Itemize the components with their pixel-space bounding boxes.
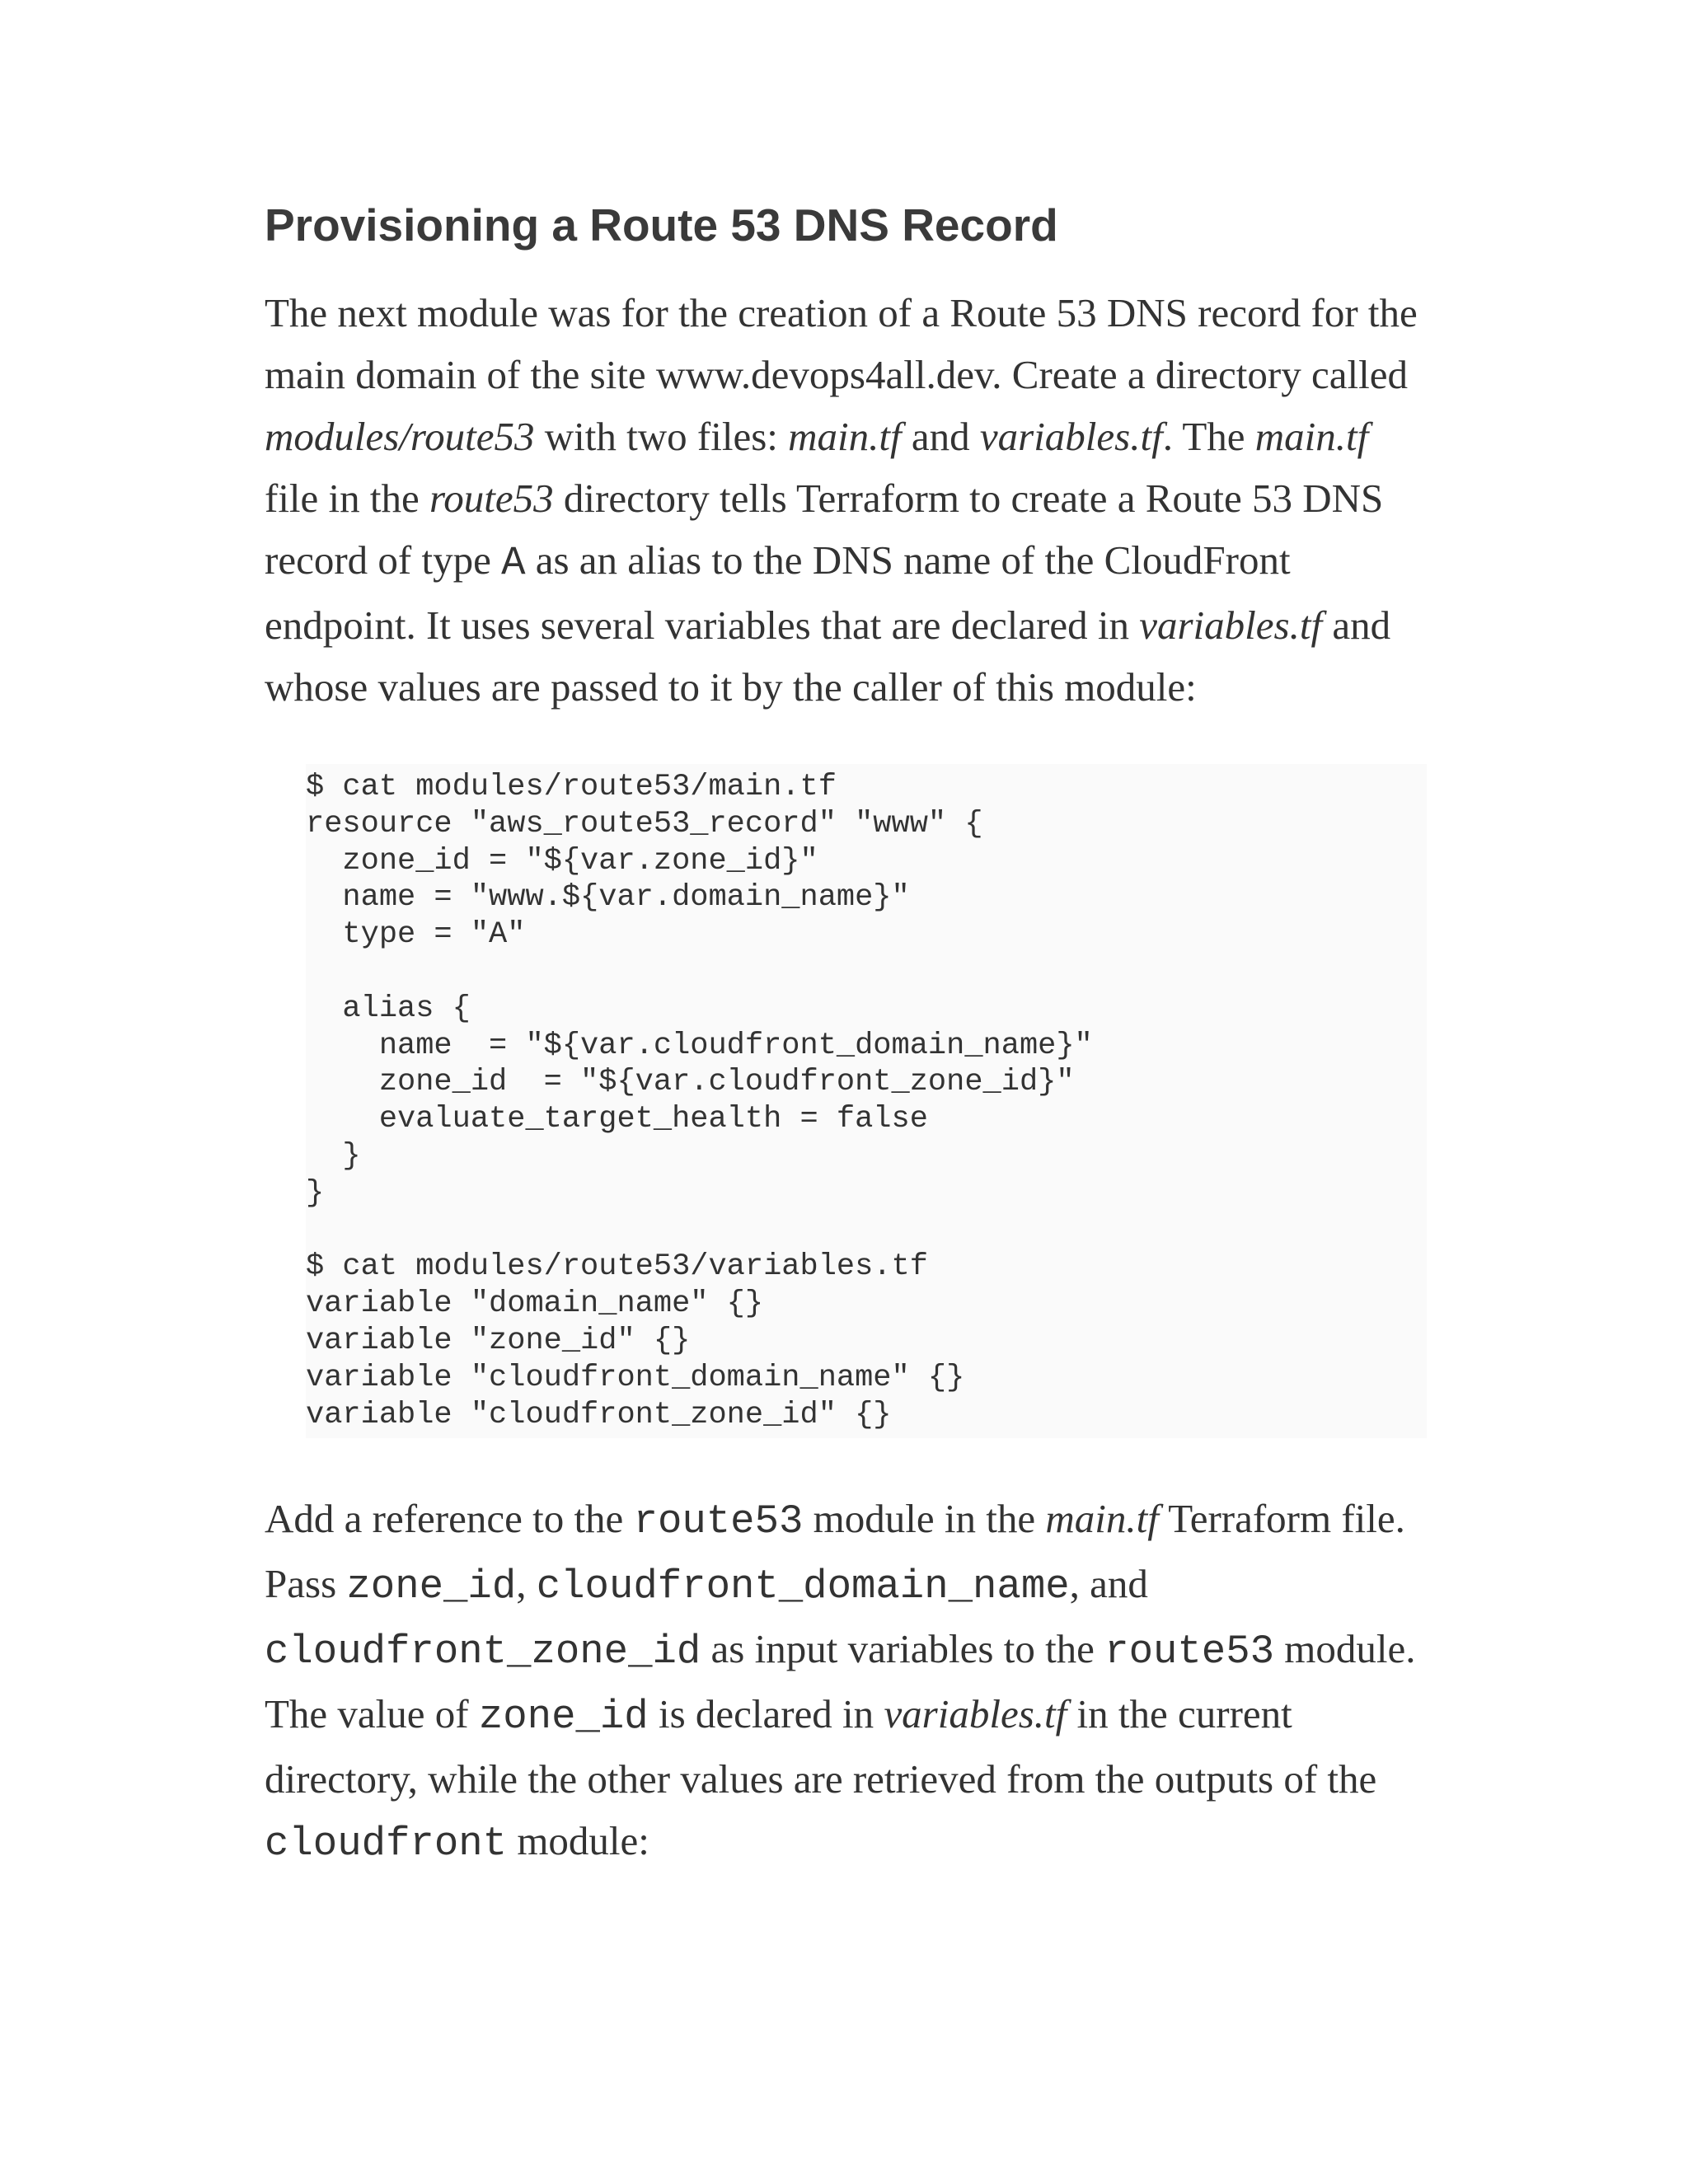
italic-filename: main.tf xyxy=(1045,1496,1159,1542)
italic-filename: main.tf xyxy=(1254,414,1369,459)
intro-paragraph xyxy=(265,282,1427,718)
followup-paragraph xyxy=(265,1488,1427,1875)
italic-filename: main.tf xyxy=(788,414,902,459)
italic-dirname: route53 xyxy=(429,476,554,521)
document-page xyxy=(265,198,1427,1875)
code-listing: $ cat modules/route53/main.tf resource "aws_route53_record" "www" { zone_id = "${var.zone_id}" name = "www.${var.domain_name}" type = "A" alias { name = "${var.cloudfront_domain_name}" zone_id = "${var.cloudfront_zone_id}" evaluate_target_health = false } } $ cat modules/route53/variables.tf variable "domain_name" {} variable "zone_id" {} variable "cloudfront_domain_name" {} variable "cloudfront_zone_id" {} xyxy=(306,770,1093,1432)
text-run: Terraform file. Pass xyxy=(265,1496,1405,1607)
inline-code: cloudfront_domain_name xyxy=(536,1563,1070,1610)
text-run: file in the xyxy=(265,476,430,521)
text-run: with two files: xyxy=(534,414,789,459)
italic-filename: variables.tf xyxy=(884,1691,1067,1737)
text-run: in the current directory, while the other values are retrieved from the outputs of the xyxy=(265,1691,1377,1802)
italic-path: modules/route53 xyxy=(265,414,535,459)
text-run: . The xyxy=(1162,414,1255,459)
inline-code: route53 xyxy=(633,1498,804,1545)
italic-filename: variables.tf xyxy=(979,414,1163,459)
text-run: , xyxy=(516,1561,537,1607)
text-run: is declared in xyxy=(648,1691,884,1737)
code-block xyxy=(306,764,1427,1438)
text-run: The next module was for the creation of a Route 53 DNS record for the main domain of the site www.devops4all.dev. Create a directory called xyxy=(265,290,1418,397)
text-run: directory tells Terraform to create a Route 53 DNS record of type xyxy=(265,476,1384,583)
inline-code: cloudfront xyxy=(265,1821,508,1868)
text-run: as input variables to the xyxy=(701,1626,1105,1672)
text-run: Add a reference to the xyxy=(265,1496,634,1542)
text-run: module. The value of xyxy=(265,1626,1416,1737)
text-run: , and xyxy=(1069,1561,1148,1607)
text-run: as an alias to the DNS name of the CloudFront endpoint. It uses several variables that are declared in xyxy=(265,537,1291,648)
text-run: module in the xyxy=(803,1496,1046,1542)
section-heading: Provisioning a Route 53 DNS Record xyxy=(265,199,1058,251)
text-run: and xyxy=(901,414,980,459)
inline-code: zone_id xyxy=(346,1563,517,1610)
inline-code: route53 xyxy=(1104,1629,1275,1675)
text-run: module: xyxy=(507,1818,649,1864)
inline-code: cloudfront_zone_id xyxy=(265,1629,701,1675)
italic-filename: variables.tf xyxy=(1139,602,1323,648)
inline-code: A xyxy=(501,540,526,586)
text-run: and whose values are passed to it by the caller of this module: xyxy=(265,602,1391,710)
inline-code: zone_id xyxy=(478,1694,649,1741)
